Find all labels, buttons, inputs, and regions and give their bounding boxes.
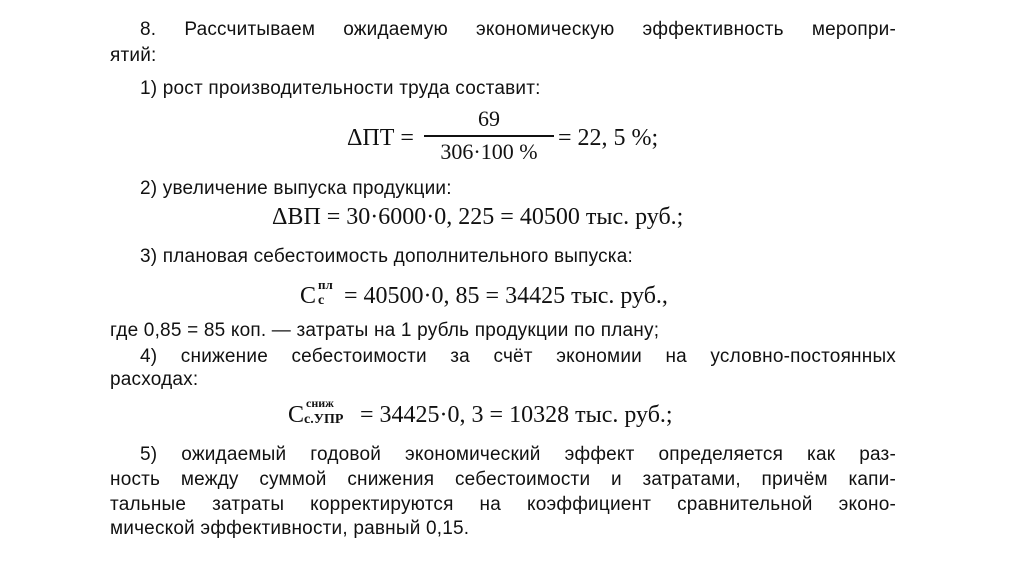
formula-1-lhs: ΔПТ = [347, 125, 414, 151]
text-line-11: тальные затраты корректируются на коэффициент сравнительной эконо- [110, 494, 896, 515]
formula-4-subscript: с.УПР [304, 412, 344, 427]
formula-cost-reduction [288, 396, 673, 429]
text-line-7: 4) снижение себестоимости за счёт экономии на условно-постоянных [140, 346, 896, 367]
text-line-8: расходах: [110, 369, 199, 390]
text-line-1: 8. Рассчитываем ожидаемую экономическую эффективность меропри- [140, 19, 896, 40]
text-line-6: где 0,85 = 85 коп. — затраты на 1 рубль продукции по плану; [110, 320, 660, 341]
text-line-10: ность между суммой снижения себестоимости и затратами, причём капи- [110, 469, 896, 490]
formula-1-rhs: = 22, 5 %; [558, 125, 659, 151]
formula-3-rhs: = 40500·0, 85 = 34425 тыс. руб., [344, 283, 668, 309]
formula-output-growth: ΔВП = 30·6000·0, 225 = 40500 тыс. руб.; [272, 204, 684, 230]
formula-4-rhs: = 34425·0, 3 = 10328 тыс. руб.; [360, 402, 673, 428]
text-line-12: мической эффективности, равный 0,15. [110, 518, 470, 539]
text-line-3: 1) рост производительности труда составит: [140, 78, 541, 99]
formula-1-denominator: 306·100 % [440, 139, 538, 164]
text-line-9: 5) ожидаемый годовой экономический эффект определяется как раз- [140, 444, 896, 465]
formula-3-base: С [300, 283, 317, 309]
formula-1-numerator: 69 [478, 106, 500, 131]
text-line-2: ятий: [110, 45, 157, 66]
formula-1-fraction-bar [424, 135, 554, 137]
text-line-4: 2) увеличение выпуска продукции: [140, 178, 452, 199]
formula-3-superscript: пл [318, 277, 333, 292]
formula-4-base: С [288, 402, 305, 428]
formula-3-subscript: с [318, 293, 325, 308]
formula-planned-cost [300, 277, 668, 310]
text-line-5: 3) плановая себестоимость дополнительного выпуска: [140, 246, 633, 267]
formula-4-superscript: сниж [306, 396, 334, 410]
